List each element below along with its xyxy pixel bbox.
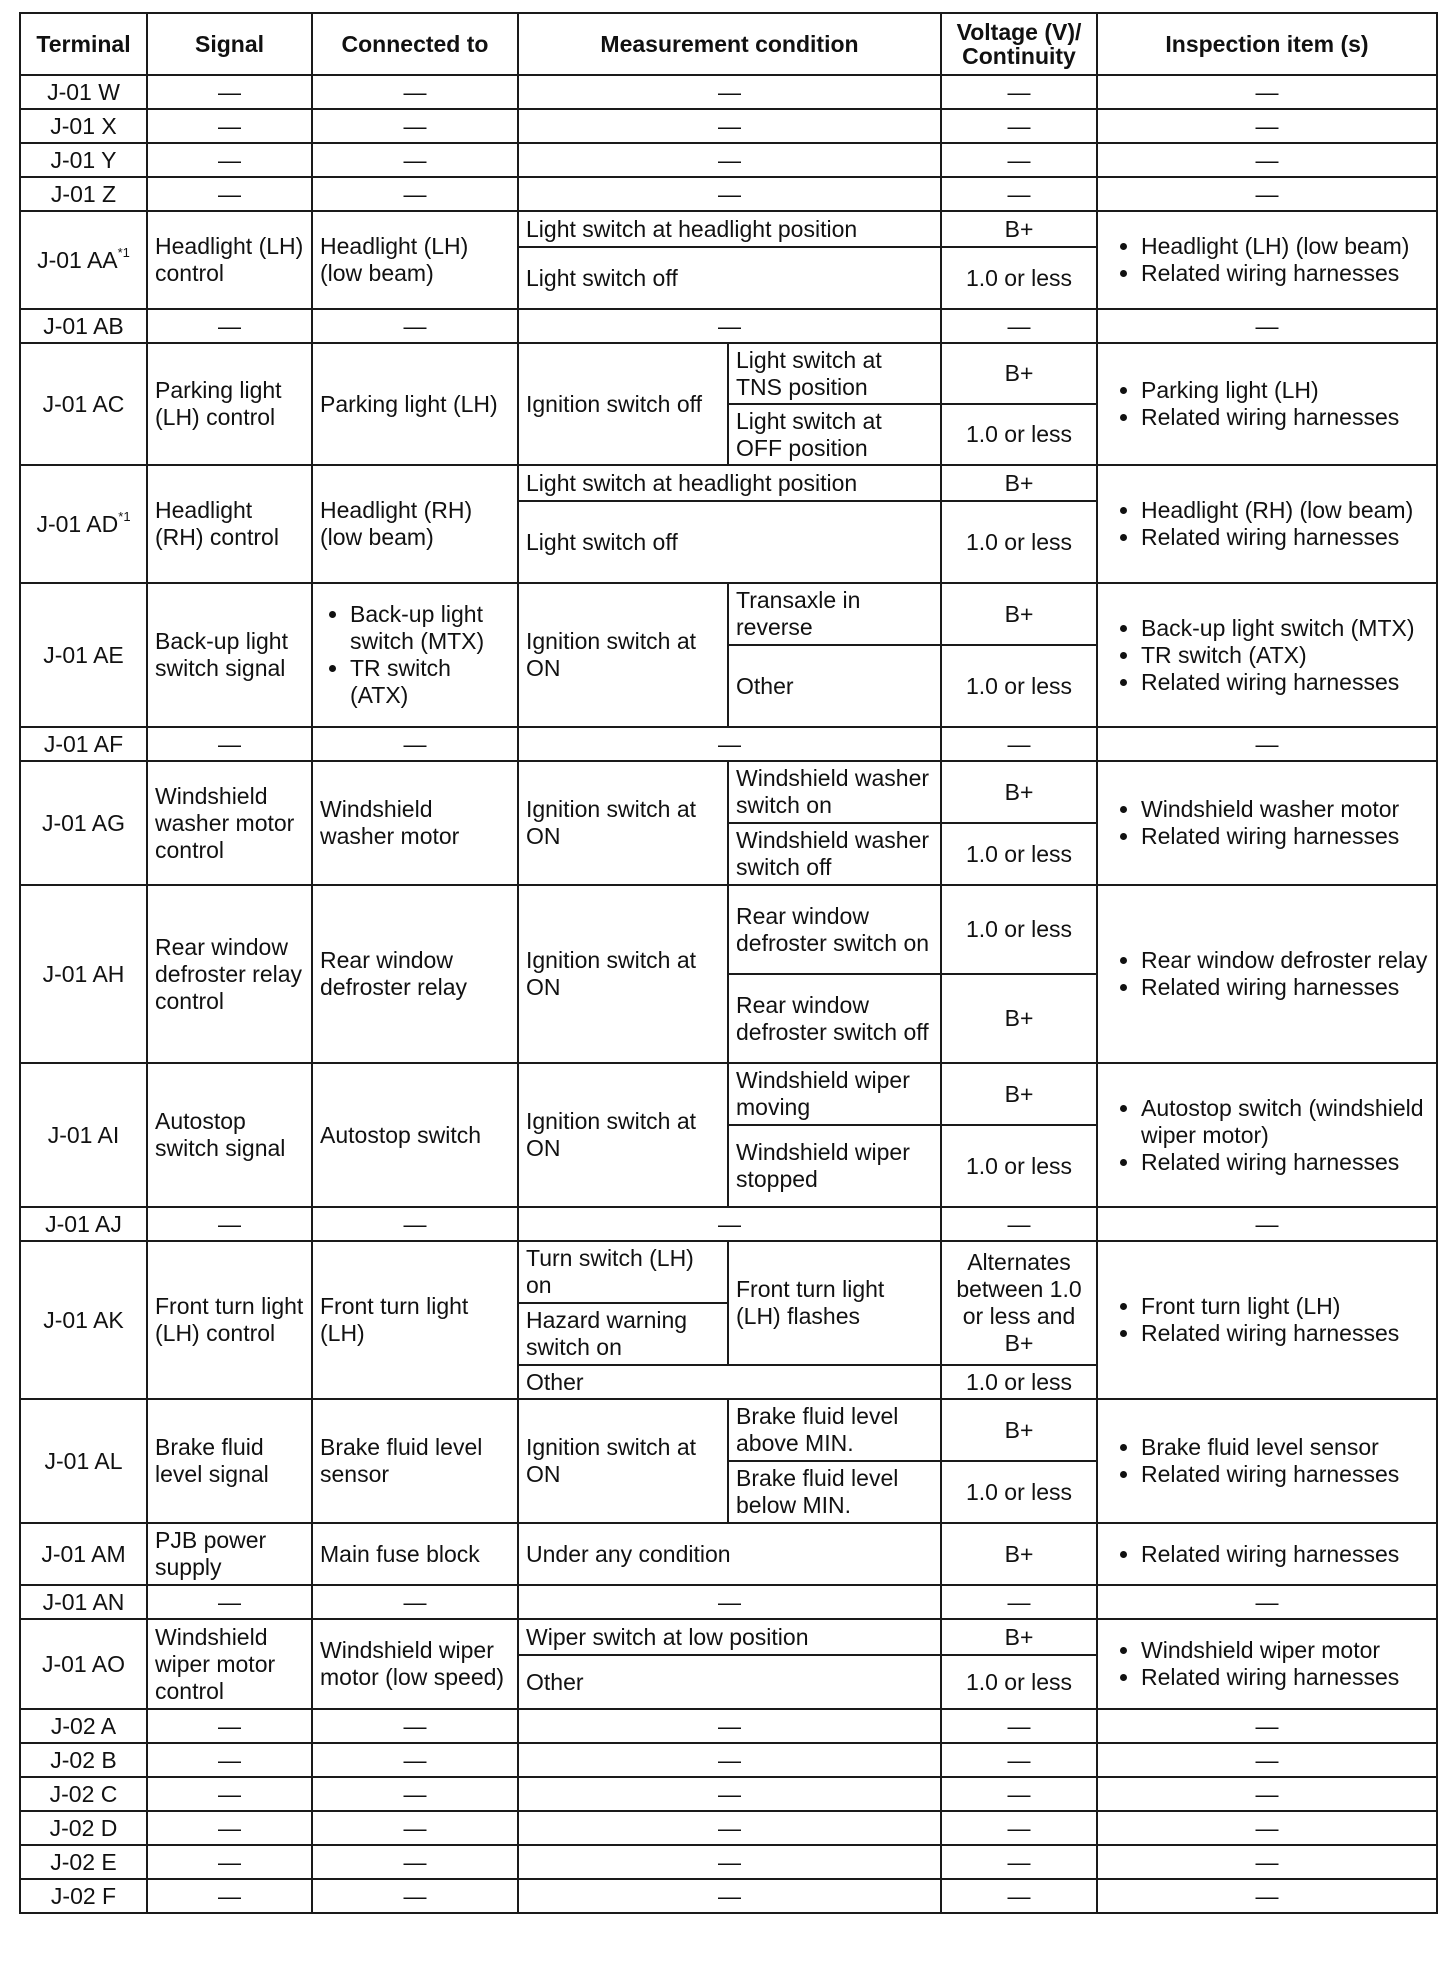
table-row — [20, 75, 1437, 109]
condition-cell: Rear window defroster switch on — [728, 885, 941, 974]
signal-cell: Front turn light (LH) control — [147, 1241, 312, 1399]
dash-cell: — — [312, 177, 518, 211]
inspection-item: • Related wiring harnesses — [1141, 1541, 1429, 1568]
inspection-item: • Related wiring harnesses — [1141, 1149, 1429, 1176]
voltage-cell: B+ — [941, 583, 1097, 645]
signal-cell: Headlight (LH) control — [147, 211, 312, 309]
dash-cell: — — [941, 109, 1097, 143]
dash-cell: — — [1097, 309, 1437, 343]
connected-to-cell: Front turn light (LH) — [312, 1241, 518, 1399]
dash-cell: — — [941, 1743, 1097, 1777]
dash-cell: — — [518, 143, 941, 177]
signal-cell: Windshield wiper motor control — [147, 1619, 312, 1709]
inspection-item: • Back-up light switch (MTX) — [1141, 615, 1429, 642]
voltage-cell: 1.0 or less — [941, 1125, 1097, 1207]
condition-cell: Light switch off — [518, 501, 941, 583]
inspection-item: • Related wiring harnesses — [1141, 524, 1429, 551]
inspection-cell — [1097, 1523, 1437, 1585]
voltage-cell: B+ — [941, 1523, 1097, 1585]
terminal-cell: J-01 W — [20, 75, 147, 109]
condition-cell: Hazard warning switch on — [518, 1303, 728, 1365]
dash-cell: — — [518, 1777, 941, 1811]
terminal-cell: J-01 AK — [20, 1241, 147, 1399]
voltage-cell: 1.0 or less — [941, 1365, 1097, 1399]
dash-cell: — — [147, 143, 312, 177]
condition-cell: Transaxle in reverse — [728, 583, 941, 645]
voltage-cell: B+ — [941, 974, 1097, 1063]
dash-cell: — — [518, 1743, 941, 1777]
connected-to-cell: Rear window defroster relay — [312, 885, 518, 1063]
dash-cell: — — [941, 727, 1097, 761]
table-row — [20, 727, 1437, 761]
dash-cell: — — [941, 143, 1097, 177]
terminal-cell: J-01 AA$^{*1}$ — [20, 211, 147, 309]
dash-cell: — — [312, 1879, 518, 1913]
inspection-cell — [1097, 1241, 1437, 1399]
condition-main-cell: Ignition switch off — [518, 343, 728, 465]
dash-cell: — — [941, 1709, 1097, 1743]
condition-main-cell: Ignition switch at ON — [518, 761, 728, 885]
table-row — [20, 583, 1437, 645]
terminal-cell: J-02 E — [20, 1845, 147, 1879]
inspection-cell — [1097, 761, 1437, 885]
dash-cell: — — [1097, 1811, 1437, 1845]
dash-cell: — — [941, 1585, 1097, 1619]
terminal-cell: J-02 F — [20, 1879, 147, 1913]
condition-cell: Other — [518, 1365, 941, 1399]
voltage-cell: 1.0 or less — [941, 1655, 1097, 1709]
table-row — [20, 1523, 1437, 1585]
voltage-cell: 1.0 or less — [941, 404, 1097, 465]
dash-cell: — — [312, 1207, 518, 1241]
dash-cell: — — [312, 1777, 518, 1811]
dash-cell: — — [312, 75, 518, 109]
inspection-item: • Related wiring harnesses — [1141, 669, 1429, 696]
inspection-item: • Related wiring harnesses — [1141, 1664, 1429, 1691]
voltage-cell: 1.0 or less — [941, 247, 1097, 309]
dash-cell: — — [1097, 1777, 1437, 1811]
inspection-item: • Windshield wiper motor — [1141, 1637, 1429, 1664]
condition-main-cell: Ignition switch at ON — [518, 885, 728, 1063]
dash-cell: — — [1097, 1709, 1437, 1743]
voltage-cell: B+ — [941, 343, 1097, 404]
terminal-cell: J-02 D — [20, 1811, 147, 1845]
condition-cell: Light switch off — [518, 247, 941, 309]
dash-cell: — — [312, 309, 518, 343]
dash-cell: — — [147, 1811, 312, 1845]
table-row — [20, 1743, 1437, 1777]
dash-cell: — — [941, 1777, 1097, 1811]
dash-cell: — — [518, 727, 941, 761]
col-header-terminal: Terminal — [20, 13, 147, 75]
dash-cell: — — [1097, 109, 1437, 143]
col-header-inspection-items: Inspection item (s) — [1097, 13, 1437, 75]
table-row — [20, 109, 1437, 143]
signal-cell: Brake fluid level signal — [147, 1399, 312, 1523]
inspection-item: • Headlight (LH) (low beam) — [1141, 233, 1429, 260]
terminal-cell: J-02 C — [20, 1777, 147, 1811]
voltage-cell: B+ — [941, 1619, 1097, 1655]
dash-cell: — — [147, 109, 312, 143]
terminal-inspection-table — [19, 12, 1438, 1914]
terminal-cell: J-01 AC — [20, 343, 147, 465]
inspection-item: • Related wiring harnesses — [1141, 260, 1429, 287]
table-row — [20, 1063, 1437, 1125]
dash-cell: — — [1097, 143, 1437, 177]
terminal-cell: J-01 Z — [20, 177, 147, 211]
table-row — [20, 1777, 1437, 1811]
col-header-measurement-condition: Measurement condition — [518, 13, 941, 75]
inspection-item: • Headlight (RH) (low beam) — [1141, 497, 1429, 524]
dash-cell: — — [1097, 1845, 1437, 1879]
voltage-cell: B+ — [941, 761, 1097, 823]
table-row — [20, 343, 1437, 404]
terminal-cell: J-02 B — [20, 1743, 147, 1777]
voltage-cell: B+ — [941, 465, 1097, 501]
table-row — [20, 1811, 1437, 1845]
dash-cell: — — [312, 1709, 518, 1743]
voltage-cell: 1.0 or less — [941, 1461, 1097, 1523]
dash-cell: — — [518, 109, 941, 143]
signal-cell: Windshield washer motor control — [147, 761, 312, 885]
col-header-signal: Signal — [147, 13, 312, 75]
inspection-cell — [1097, 343, 1437, 465]
dash-cell: — — [312, 109, 518, 143]
dash-cell: — — [1097, 727, 1437, 761]
inspection-item: • Related wiring harnesses — [1141, 1461, 1429, 1488]
dash-cell: — — [518, 1709, 941, 1743]
dash-cell: — — [312, 727, 518, 761]
terminal-cell: J-01 AD$^{*1}$ — [20, 465, 147, 583]
terminal-cell: J-01 AG — [20, 761, 147, 885]
connected-to-item: • TR switch (ATX) — [350, 655, 510, 709]
signal-cell: Autostop switch signal — [147, 1063, 312, 1207]
connected-to-item: • Back-up light switch (MTX) — [350, 601, 510, 655]
inspection-item: • Windshield washer motor — [1141, 796, 1429, 823]
condition-cell: Windshield wiper moving — [728, 1063, 941, 1125]
inspection-cell — [1097, 465, 1437, 583]
connected-to-cell: Parking light (LH) — [312, 343, 518, 465]
dash-cell: — — [941, 1879, 1097, 1913]
signal-cell: Parking light (LH) control — [147, 343, 312, 465]
voltage-cell: B+ — [941, 1399, 1097, 1461]
condition-main-cell: Ignition switch at ON — [518, 1063, 728, 1207]
inspection-item: • Related wiring harnesses — [1141, 404, 1429, 431]
signal-cell: Rear window defroster relay control — [147, 885, 312, 1063]
signal-cell: PJB power supply — [147, 1523, 312, 1585]
inspection-cell — [1097, 211, 1437, 309]
dash-cell: — — [1097, 1207, 1437, 1241]
dash-cell: — — [1097, 1585, 1437, 1619]
dash-cell: — — [518, 177, 941, 211]
inspection-cell — [1097, 1619, 1437, 1709]
dash-cell: — — [941, 1811, 1097, 1845]
condition-cell: Windshield washer switch off — [728, 823, 941, 885]
table-row — [20, 177, 1437, 211]
dash-cell: — — [147, 1709, 312, 1743]
condition-cell: Windshield wiper stopped — [728, 1125, 941, 1207]
col-header-connected-to: Connected to — [312, 13, 518, 75]
header-row — [20, 13, 1437, 75]
footnote-marker: *1 — [117, 244, 130, 260]
condition-cell: Other — [518, 1655, 941, 1709]
connected-to-cell: Main fuse block — [312, 1523, 518, 1585]
voltage-cell: Alternates between 1.0 or less and B+ — [941, 1241, 1097, 1365]
inspection-cell — [1097, 583, 1437, 727]
condition-right-cell: Front turn light (LH) flashes — [728, 1241, 941, 1365]
inspection-cell — [1097, 1063, 1437, 1207]
dash-cell: — — [1097, 1743, 1437, 1777]
dash-cell: — — [518, 1879, 941, 1913]
condition-cell: Rear window defroster switch off — [728, 974, 941, 1063]
inspection-item: • Related wiring harnesses — [1141, 1320, 1429, 1347]
table-row — [20, 1241, 1437, 1303]
dash-cell: — — [1097, 177, 1437, 211]
voltage-cell: B+ — [941, 211, 1097, 247]
dash-cell: — — [147, 1743, 312, 1777]
dash-cell: — — [147, 1777, 312, 1811]
dash-cell: — — [312, 1845, 518, 1879]
terminal-cell: J-02 A — [20, 1709, 147, 1743]
col-header-voltage-continuity: Voltage (V)/ Continuity — [941, 13, 1097, 75]
dash-cell: — — [941, 75, 1097, 109]
inspection-item: • Brake fluid level sensor — [1141, 1434, 1429, 1461]
table-row — [20, 1709, 1437, 1743]
condition-cell: Wiper switch at low position — [518, 1619, 941, 1655]
voltage-cell: 1.0 or less — [941, 885, 1097, 974]
dash-cell: — — [312, 1585, 518, 1619]
terminal-cell: J-01 AF — [20, 727, 147, 761]
footnote-marker: *1 — [118, 508, 131, 524]
voltage-cell: B+ — [941, 1063, 1097, 1125]
connected-to-cell: Headlight (RH) (low beam) — [312, 465, 518, 583]
dash-cell: — — [312, 1811, 518, 1845]
terminal-cell: J-01 AN — [20, 1585, 147, 1619]
dash-cell: — — [941, 1207, 1097, 1241]
inspection-item: • TR switch (ATX) — [1141, 642, 1429, 669]
voltage-cell: 1.0 or less — [941, 823, 1097, 885]
terminal-cell: J-01 AI — [20, 1063, 147, 1207]
inspection-cell — [1097, 885, 1437, 1063]
inspection-item: • Parking light (LH) — [1141, 377, 1429, 404]
dash-cell: — — [312, 1743, 518, 1777]
dash-cell: — — [941, 177, 1097, 211]
dash-cell: — — [518, 1585, 941, 1619]
dash-cell: — — [147, 727, 312, 761]
table-row — [20, 1207, 1437, 1241]
terminal-cell: J-01 AO — [20, 1619, 147, 1709]
dash-cell: — — [147, 1585, 312, 1619]
connected-to-cell: Headlight (LH) (low beam) — [312, 211, 518, 309]
signal-cell: Headlight (RH) control — [147, 465, 312, 583]
terminal-cell: J-01 AE — [20, 583, 147, 727]
condition-cell: Light switch at OFF position — [728, 404, 941, 465]
table-row — [20, 1845, 1437, 1879]
connected-to-cell — [312, 583, 518, 727]
dash-cell: — — [147, 177, 312, 211]
condition-main-cell: Ignition switch at ON — [518, 1399, 728, 1523]
table-row — [20, 1585, 1437, 1619]
table-row — [20, 885, 1437, 974]
dash-cell: — — [1097, 1879, 1437, 1913]
dash-cell: — — [312, 143, 518, 177]
dash-cell: — — [147, 309, 312, 343]
terminal-cell: J-01 AH — [20, 885, 147, 1063]
terminal-cell: J-01 AL — [20, 1399, 147, 1523]
condition-cell: Brake fluid level below MIN. — [728, 1461, 941, 1523]
dash-cell: — — [1097, 75, 1437, 109]
table-row — [20, 309, 1437, 343]
table-row — [20, 211, 1437, 247]
connected-to-cell: Windshield washer motor — [312, 761, 518, 885]
inspection-item: • Autostop switch (windshield wiper motor) — [1141, 1095, 1429, 1149]
dash-cell: — — [941, 309, 1097, 343]
dash-cell: — — [147, 75, 312, 109]
voltage-cell: 1.0 or less — [941, 645, 1097, 727]
dash-cell: — — [147, 1879, 312, 1913]
terminal-cell: J-01 AJ — [20, 1207, 147, 1241]
inspection-item: • Related wiring harnesses — [1141, 974, 1429, 1001]
dash-cell: — — [941, 1845, 1097, 1879]
dash-cell: — — [518, 1207, 941, 1241]
condition-cell: Windshield washer switch on — [728, 761, 941, 823]
condition-cell: Brake fluid level above MIN. — [728, 1399, 941, 1461]
table-row — [20, 761, 1437, 823]
condition-cell: Turn switch (LH) on — [518, 1241, 728, 1303]
condition-cell: Under any condition — [518, 1523, 941, 1585]
voltage-cell: 1.0 or less — [941, 501, 1097, 583]
signal-cell: Back-up light switch signal — [147, 583, 312, 727]
dash-cell: — — [518, 75, 941, 109]
inspection-cell — [1097, 1399, 1437, 1523]
condition-cell: Light switch at TNS position — [728, 343, 941, 404]
dash-cell: — — [518, 1845, 941, 1879]
dash-cell: — — [147, 1207, 312, 1241]
table-row — [20, 143, 1437, 177]
inspection-item: • Front turn light (LH) — [1141, 1293, 1429, 1320]
connected-to-cell: Autostop switch — [312, 1063, 518, 1207]
table-row — [20, 1879, 1437, 1913]
terminal-cell: J-01 AB — [20, 309, 147, 343]
table-row — [20, 465, 1437, 501]
connected-to-cell: Brake fluid level sensor — [312, 1399, 518, 1523]
dash-cell: — — [518, 309, 941, 343]
table-row — [20, 1619, 1437, 1655]
connected-to-cell: Windshield wiper motor (low speed) — [312, 1619, 518, 1709]
condition-cell: Light switch at headlight position — [518, 465, 941, 501]
table-row — [20, 1399, 1437, 1461]
inspection-item: • Rear window defroster relay — [1141, 947, 1429, 974]
condition-main-cell: Ignition switch at ON — [518, 583, 728, 727]
terminal-cell: J-01 X — [20, 109, 147, 143]
condition-cell: Light switch at headlight position — [518, 211, 941, 247]
terminal-cell: J-01 Y — [20, 143, 147, 177]
condition-cell: Other — [728, 645, 941, 727]
inspection-item: • Related wiring harnesses — [1141, 823, 1429, 850]
dash-cell: — — [147, 1845, 312, 1879]
terminal-cell: J-01 AM — [20, 1523, 147, 1585]
dash-cell: — — [518, 1811, 941, 1845]
